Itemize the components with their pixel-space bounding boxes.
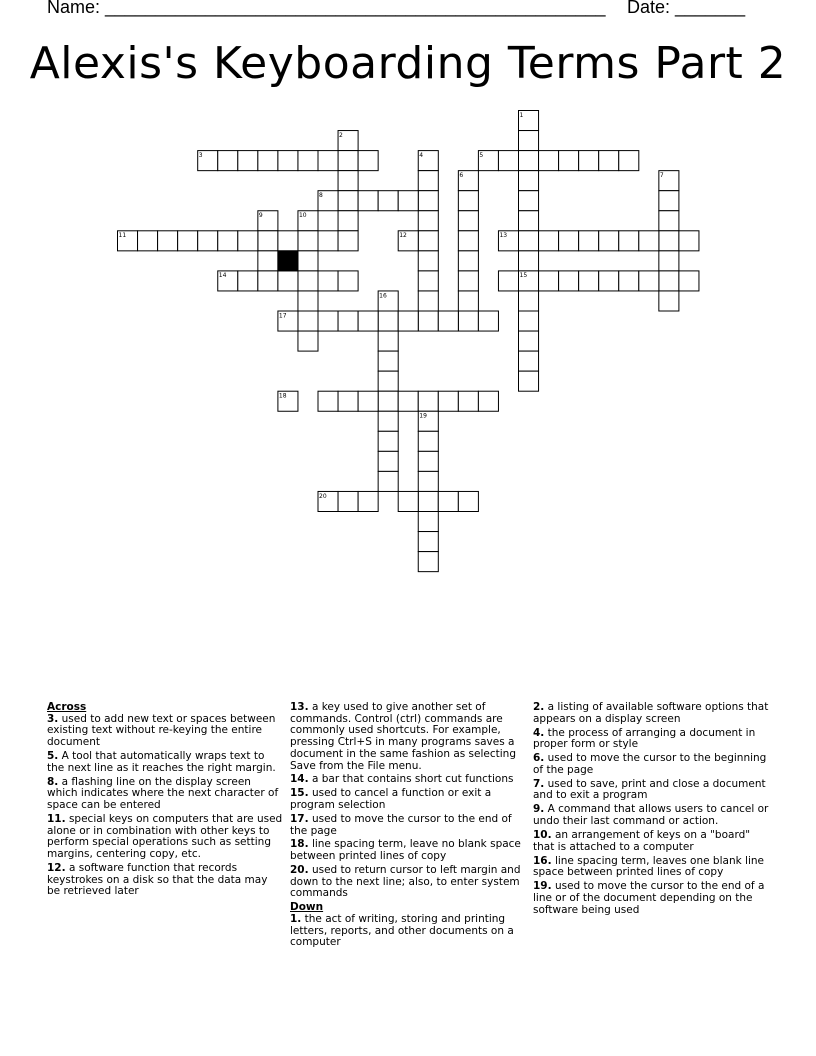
- clue-number-label: 10: [298, 212, 307, 220]
- name-label: Name:: [47, 0, 101, 17]
- grid-cell[interactable]: [519, 131, 539, 151]
- clue-item: [290, 788, 526, 811]
- clue-item: [290, 814, 526, 837]
- grid-cell[interactable]: [418, 291, 438, 311]
- grid-cell[interactable]: [258, 231, 278, 251]
- clue-number-label: 8: [319, 192, 323, 199]
- clue-item: [533, 779, 769, 802]
- grid-cell[interactable]: [418, 391, 438, 411]
- grid-cell[interactable]: [519, 211, 539, 231]
- grid-cell[interactable]: [338, 271, 358, 291]
- grid-cell[interactable]: [458, 311, 478, 331]
- clue-number-label: 12: [399, 232, 407, 240]
- clue-item: [533, 856, 769, 879]
- date-line: _______: [675, 0, 746, 17]
- grid-cell[interactable]: [298, 311, 318, 331]
- grid-cell[interactable]: [458, 491, 478, 511]
- clue-number-label: 20: [319, 492, 327, 500]
- clue-number-label: 7: [659, 171, 664, 179]
- grid-cell[interactable]: [539, 231, 559, 251]
- grid-cell[interactable]: [278, 311, 298, 331]
- grid-cell[interactable]: [559, 271, 579, 291]
- grid-cell[interactable]: [318, 491, 338, 511]
- grid-cell[interactable]: [418, 271, 438, 291]
- clue-number: 5.: [47, 750, 59, 762]
- grid-cell[interactable]: [519, 231, 539, 251]
- grid-cell[interactable]: [519, 191, 539, 211]
- clue-number: 10.: [533, 828, 552, 841]
- grid-cell[interactable]: [659, 191, 679, 211]
- grid-cell[interactable]: [318, 231, 338, 251]
- grid-cell[interactable]: [418, 311, 438, 331]
- clue-number-label: 16: [379, 292, 387, 300]
- grid-cell[interactable]: [659, 211, 679, 231]
- clue-text: line spacing term, leave no blank space between printed lines of copy: [290, 838, 521, 863]
- grid-cell[interactable]: [659, 271, 679, 291]
- grid-cell[interactable]: [458, 231, 478, 251]
- grid-cell[interactable]: [338, 151, 358, 171]
- grid-cell[interactable]: [318, 191, 338, 211]
- clue-text: a listing of available software options that appears on a display screen: [533, 701, 769, 725]
- name-line: __________________________________________________: [105, 0, 606, 17]
- grid-cell[interactable]: [498, 271, 518, 291]
- clue-text: A tool that automatically wraps text to the next line as it reaches the right margin.: [47, 750, 276, 774]
- clue-item: [47, 751, 283, 774]
- down-clue-list: [290, 914, 526, 949]
- down-heading: Down: [290, 901, 324, 914]
- grid-cell[interactable]: [519, 291, 539, 311]
- grid-cell[interactable]: [378, 291, 398, 311]
- grid-cell[interactable]: [418, 211, 438, 231]
- grid-cell[interactable]: [519, 351, 539, 371]
- clue-number-label: 4: [419, 151, 424, 159]
- grid-cell[interactable]: [478, 391, 498, 411]
- clue-item: [533, 728, 769, 751]
- date-label: Date:: [627, 0, 671, 17]
- grid-cell[interactable]: [639, 271, 659, 291]
- clue-number: 18.: [290, 838, 309, 851]
- grid-cell[interactable]: [278, 391, 298, 411]
- clue-number-label: 1: [519, 111, 524, 119]
- clue-text: the process of arranging a document in proper form or style: [533, 726, 756, 751]
- grid-cell[interactable]: [519, 271, 539, 291]
- clue-number: 15.: [290, 787, 309, 800]
- clue-number-label: 11: [118, 232, 127, 240]
- clue-item: [533, 830, 769, 853]
- grid-cell[interactable]: [298, 291, 318, 311]
- grid-cell[interactable]: [458, 191, 478, 211]
- grid-cell[interactable]: [358, 391, 378, 411]
- grid-cell[interactable]: [458, 211, 478, 231]
- grid-cell[interactable]: [118, 231, 138, 251]
- grid-cell[interactable]: [519, 371, 539, 391]
- grid-cell[interactable]: [559, 151, 579, 171]
- grid-cell[interactable]: [358, 491, 378, 511]
- grid-cell[interactable]: [298, 151, 318, 171]
- grid-cell[interactable]: [418, 151, 438, 171]
- clue-text: line spacing term, leaves one blank line space between printed lines of copy: [533, 854, 764, 879]
- grid-cell[interactable]: [539, 271, 559, 291]
- clue-text: an arrangement of keys on a "board" that is attached to a computer: [533, 828, 751, 853]
- grid-cell[interactable]: [378, 431, 398, 451]
- grid-cell[interactable]: [298, 251, 318, 271]
- name-field[interactable]: [47, 0, 606, 18]
- clue-text: special keys on computers that are used alone or in combination with other keys to perform special operations such as setting margins, centering copy, etc.: [47, 812, 283, 860]
- grid-cell[interactable]: [418, 491, 438, 511]
- clue-number-label: 18: [278, 392, 287, 400]
- grid-cell[interactable]: [258, 251, 278, 271]
- grid-cell[interactable]: [619, 271, 639, 291]
- grid-cell[interactable]: [218, 151, 238, 171]
- grid-cell[interactable]: [458, 291, 478, 311]
- grid-cell[interactable]: [438, 311, 458, 331]
- grid-cell[interactable]: [298, 331, 318, 351]
- grid-cell[interactable]: [338, 211, 358, 231]
- clues-column-1: [47, 702, 283, 900]
- clue-number: 8.: [47, 775, 59, 788]
- grid-cell[interactable]: [378, 371, 398, 391]
- grid-cell[interactable]: [679, 271, 699, 291]
- grid-cell[interactable]: [198, 151, 218, 171]
- grid-cell[interactable]: [458, 271, 478, 291]
- clue-number: 2.: [533, 701, 545, 713]
- clue-number-label: 15: [519, 272, 528, 280]
- grid-cell[interactable]: [418, 552, 438, 572]
- grid-cell[interactable]: [619, 151, 639, 171]
- grid-cell[interactable]: [418, 411, 438, 431]
- grid-cell[interactable]: [298, 271, 318, 291]
- clue-item: [533, 881, 769, 916]
- clue-number: 7.: [533, 777, 545, 790]
- grid-cell[interactable]: [298, 231, 318, 251]
- clue-text: used to move the cursor to the beginning of the page: [533, 752, 767, 776]
- grid-cell[interactable]: [318, 311, 338, 331]
- grid-cell[interactable]: [218, 271, 238, 291]
- clue-number: 4.: [533, 726, 545, 739]
- grid-cell[interactable]: [178, 231, 198, 251]
- grid-cell[interactable]: [218, 231, 238, 251]
- clue-item: [47, 777, 283, 812]
- grid-cell[interactable]: [398, 311, 418, 331]
- grid-cell[interactable]: [158, 231, 178, 251]
- clue-number-label: 9: [258, 212, 263, 220]
- grid-cell[interactable]: [579, 151, 599, 171]
- across-heading: Across: [47, 701, 87, 713]
- grid-cell[interactable]: [519, 331, 539, 351]
- grid-cell[interactable]: [318, 391, 338, 411]
- clue-item: [290, 865, 526, 900]
- clue-item: [47, 863, 283, 898]
- clue-number-label: 5: [479, 151, 484, 159]
- grid-cell[interactable]: [519, 171, 539, 191]
- clue-number: 11.: [47, 812, 66, 825]
- grid-cell[interactable]: [378, 191, 398, 211]
- grid-cell[interactable]: [418, 171, 438, 191]
- clue-item: [533, 702, 769, 725]
- clues-column-2: [290, 702, 526, 951]
- grid-cell[interactable]: [458, 251, 478, 271]
- grid-cell[interactable]: [238, 271, 258, 291]
- grid-cell[interactable]: [198, 231, 218, 251]
- grid-cell[interactable]: [579, 231, 599, 251]
- grid-cell[interactable]: [278, 151, 298, 171]
- grid-cell[interactable]: [599, 151, 619, 171]
- clue-number-label: 2: [339, 131, 343, 139]
- clue-number: 6.: [533, 752, 545, 765]
- clue-number-label: 19: [419, 412, 427, 420]
- grid-cell[interactable]: [338, 171, 358, 191]
- grid-cell[interactable]: [338, 131, 358, 151]
- grid-cell[interactable]: [519, 151, 539, 171]
- clue-text: a flashing line on the display screen which indicates where the next character of space can be entered: [47, 775, 279, 811]
- clue-number-label: 17: [278, 312, 287, 320]
- grid-cell[interactable]: [398, 191, 418, 211]
- clue-number-label: 6: [459, 171, 464, 179]
- clue-number: 14.: [290, 773, 309, 786]
- grid-cell[interactable]: [418, 471, 438, 491]
- clue-text: used to move the cursor to the end of a line or of the document depending on the software being used: [533, 880, 765, 916]
- clue-text: used to add new text or spaces between existing text without re-keying the entire document: [47, 712, 276, 749]
- clue-text: A command that allows users to cancel or undo their last command or action.: [533, 803, 769, 828]
- date-field[interactable]: [627, 0, 745, 18]
- grid-cell[interactable]: [418, 231, 438, 251]
- grid-cell[interactable]: [258, 151, 278, 171]
- grid-cell[interactable]: [659, 171, 679, 191]
- grid-cell[interactable]: [358, 191, 378, 211]
- grid-cell[interactable]: [458, 171, 478, 191]
- grid-cell[interactable]: [519, 311, 539, 331]
- grid-cell[interactable]: [418, 251, 438, 271]
- black-cell: [278, 251, 298, 271]
- grid-cell[interactable]: [318, 151, 338, 171]
- grid-cell[interactable]: [418, 431, 438, 451]
- clue-text: used to return cursor to left margin and down to the next line; also, to enter system commands: [290, 864, 521, 900]
- clue-number: 3.: [47, 712, 59, 725]
- grid-cell[interactable]: [278, 231, 298, 251]
- grid-cell[interactable]: [418, 532, 438, 552]
- grid-cell[interactable]: [318, 271, 338, 291]
- clue-number: 1.: [290, 913, 302, 926]
- grid-cell[interactable]: [258, 211, 278, 231]
- grid-cell[interactable]: [659, 231, 679, 251]
- clue-text: used to move the cursor to the end of the page: [290, 812, 512, 837]
- down-clue-list-continued: [533, 702, 769, 916]
- clue-item: [533, 753, 769, 776]
- clue-item: [290, 839, 526, 862]
- grid-cell[interactable]: [378, 471, 398, 491]
- grid-cell[interactable]: [338, 231, 358, 251]
- clue-text: a key used to give another set of commands. Control (ctrl) commands are commonly used shortcuts. For example, pressing Ctrl+S in many programs saves a document in the same fashion as selecting Save from the File menu.: [290, 701, 516, 772]
- header-row: [47, 0, 747, 21]
- clue-item: [47, 814, 283, 861]
- clue-number: 12.: [47, 861, 66, 874]
- grid-cell[interactable]: [398, 491, 418, 511]
- grid-cell[interactable]: [559, 231, 579, 251]
- clue-item: [533, 804, 769, 827]
- grid-cell[interactable]: [539, 151, 559, 171]
- page-title: Alexis's Keyboarding Terms Part 2: [29, 38, 787, 89]
- grid-cell[interactable]: [138, 231, 158, 251]
- clue-text: a bar that contains short cut functions: [308, 773, 514, 786]
- grid-cell[interactable]: [659, 251, 679, 271]
- grid-cell[interactable]: [519, 251, 539, 271]
- grid-cell[interactable]: [418, 191, 438, 211]
- grid-cell[interactable]: [679, 231, 699, 251]
- clue-item: [290, 914, 526, 949]
- clue-text: used to save, print and close a document and to exit a program: [533, 777, 766, 802]
- grid-cell[interactable]: [418, 512, 438, 532]
- grid-cell[interactable]: [278, 271, 298, 291]
- grid-cell[interactable]: [599, 231, 619, 251]
- across-clue-list-continued: [290, 702, 526, 900]
- clue-number: 20.: [290, 864, 309, 877]
- grid-cell[interactable]: [438, 391, 458, 411]
- grid-cell[interactable]: [338, 391, 358, 411]
- grid-cell[interactable]: [398, 391, 418, 411]
- grid-cell[interactable]: [338, 311, 358, 331]
- grid-cell[interactable]: [378, 411, 398, 431]
- clues-column-3: [533, 702, 769, 918]
- clue-item: [290, 702, 526, 772]
- clue-text: the act of writing, storing and printing letters, reports, and other documents on a computer: [290, 913, 514, 949]
- grid-cell[interactable]: [338, 491, 358, 511]
- grid-cell[interactable]: [599, 271, 619, 291]
- clue-text: used to cancel a function or exit a program selection: [290, 787, 492, 811]
- clue-number: 17.: [290, 812, 309, 825]
- clue-number-label: 3: [198, 151, 203, 159]
- grid-cell[interactable]: [378, 311, 398, 331]
- grid-cell[interactable]: [619, 231, 639, 251]
- grid-cell[interactable]: [418, 451, 438, 471]
- grid-cell[interactable]: [258, 271, 278, 291]
- clue-number: 19.: [533, 880, 552, 893]
- grid-cell[interactable]: [478, 311, 498, 331]
- grid-cell[interactable]: [438, 491, 458, 511]
- grid-cell[interactable]: [498, 231, 518, 251]
- grid-cell[interactable]: [519, 111, 539, 131]
- grid-cell[interactable]: [358, 311, 378, 331]
- grid-cell[interactable]: [378, 351, 398, 371]
- grid-cell[interactable]: [458, 391, 478, 411]
- grid-cell[interactable]: [378, 391, 398, 411]
- clue-text: a software function that records keystrokes on a disk so that the data may be retrieved later: [47, 861, 268, 898]
- grid-cell[interactable]: [378, 331, 398, 351]
- grid-cell[interactable]: [639, 231, 659, 251]
- clue-number-label: 13: [499, 232, 508, 240]
- grid-cell[interactable]: [238, 231, 258, 251]
- grid-cell[interactable]: [238, 151, 258, 171]
- grid-cell[interactable]: [298, 211, 318, 231]
- grid-cell[interactable]: [498, 151, 518, 171]
- clue-number: 16.: [533, 854, 552, 867]
- grid-cell[interactable]: [579, 271, 599, 291]
- clue-item: [290, 774, 526, 786]
- grid-cell[interactable]: [398, 231, 418, 251]
- grid-cell[interactable]: [659, 291, 679, 311]
- grid-cell[interactable]: [378, 451, 398, 471]
- clue-number-label: 14: [218, 272, 227, 280]
- grid-cell[interactable]: [358, 151, 378, 171]
- clue-number: 9.: [533, 803, 545, 816]
- grid-cell[interactable]: [338, 191, 358, 211]
- clue-number: 13.: [290, 701, 309, 713]
- across-clue-list: [47, 714, 283, 898]
- clue-item: [47, 714, 283, 749]
- grid-cell[interactable]: [478, 151, 498, 171]
